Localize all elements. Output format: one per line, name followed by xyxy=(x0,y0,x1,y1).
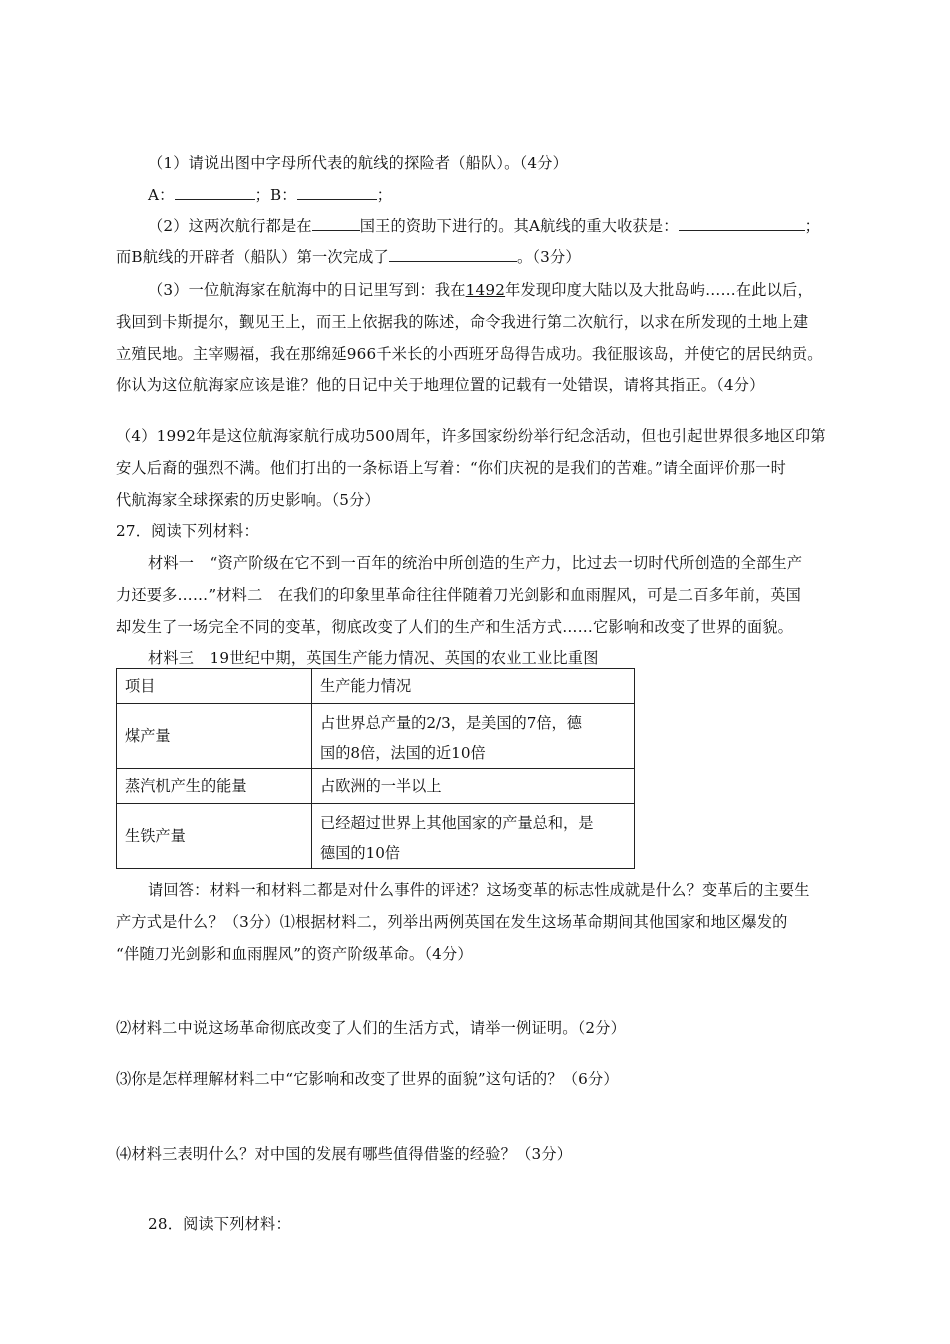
king-blank[interactable] xyxy=(312,216,360,231)
table-header-row xyxy=(117,669,635,704)
q28-heading: 28．阅读下列材料： xyxy=(148,1215,291,1233)
answer-end: ； xyxy=(376,186,393,204)
row-desc: 占欧洲的一半以上 xyxy=(312,769,635,804)
row-item: 煤产量 xyxy=(117,704,312,769)
q27-material1-line1: 材料一 “资产阶级在它不到一百年的统治中所创造的生产力，比过去一切时代所创造的全部生产 xyxy=(148,554,803,572)
q26-part3-line1 xyxy=(148,280,813,300)
p2-text-e: 。（3分） xyxy=(516,248,581,266)
row-item: 生铁产量 xyxy=(117,804,312,869)
q26-part4-line2: 安人后裔的强烈不满。他们打出的一条标语上写着：“你们庆祝的是我们的苦难。”请全面评价那一时 xyxy=(116,459,786,477)
table-row xyxy=(117,704,635,769)
header-capacity: 生产能力情况 xyxy=(312,669,635,704)
q26-part4-line1: （4）1992年是这位航海家航行成功500周年，许多国家纷纷举行纪念活动，但也引起世界很多地区印第 xyxy=(116,427,826,445)
answer-a-blank[interactable] xyxy=(175,185,255,200)
row-desc-line1: 占世界总产量的2/3，是美国的7倍，德 xyxy=(320,714,582,732)
p3-year: 1492 xyxy=(465,281,506,299)
q26-part4-line3: 代航海家全球探索的历史影响。（5分） xyxy=(116,491,380,509)
q27-heading: 27．阅读下列材料： xyxy=(116,522,259,540)
q26-part1: （1）请说出图中字母所代表的航线的探险者（船队）。（4分） xyxy=(148,154,568,172)
harvest-blank[interactable] xyxy=(679,216,805,231)
p3-text-b: 年发现印度大陆以及大批岛屿……在此以后， xyxy=(505,281,813,299)
production-table xyxy=(116,668,635,869)
row-item: 蒸汽机产生的能量 xyxy=(117,769,312,804)
row-desc xyxy=(312,704,635,769)
q27-material1-line2: 力还要多……”材料二 在我们的印象里革命往往伴随着刀光剑影和血雨腥风，可是二百多年前，英国 xyxy=(116,586,802,604)
q27-ask-line3: “伴随刀光剑影和血雨腥风”的资产阶级革命。（4分） xyxy=(116,945,473,963)
q27-question3: ⑶你是怎样理解材料二中“它影响和改变了世界的面貌”这句话的？（6分） xyxy=(116,1070,619,1088)
row-desc-line2: 德国的10倍 xyxy=(320,844,401,862)
answer-b-label: ；B： xyxy=(254,186,297,204)
row-desc xyxy=(312,804,635,869)
q26-part3-line4: 你认为这位航海家应该是谁？他的日记中关于地理位置的记载有一处错误，请将其指正。（4分） xyxy=(116,376,765,394)
p2-text-b: 国王的资助下进行的。其A航线的重大收获是： xyxy=(359,217,679,235)
q26-part2-line2 xyxy=(116,247,581,267)
p2-text-d: 而B航线的开辟者（船队）第一次完成了 xyxy=(116,248,389,266)
row-desc-line2: 国的8倍，法国的近10倍 xyxy=(320,744,486,762)
q27-question4: ⑷材料三表明什么？对中国的发展有哪些值得借鉴的经验？（3分） xyxy=(116,1145,573,1163)
answer-b-blank[interactable] xyxy=(297,185,377,200)
p2-text-c: ； xyxy=(804,217,821,235)
q27-question2: ⑵材料二中说这场革命彻底改变了人们的生活方式，请举一例证明。（2分） xyxy=(116,1019,627,1037)
q26-part3-line2: 我回到卡斯提尔，觐见王上，而王上依据我的陈述，命令我进行第二次航行，以求在所发现的土地上建 xyxy=(116,313,809,331)
p3-text-a: （3）一位航海家在航海中的日记里写到：我在 xyxy=(148,281,466,299)
q26-part1-answer-line xyxy=(148,185,392,205)
row-desc-line1: 已经超过世界上其他国家的产量总和，是 xyxy=(320,814,594,832)
table-row xyxy=(117,769,635,804)
q27-ask-line1: 请回答：材料一和材料二都是对什么事件的评述？这场变革的标志性成就是什么？变革后的主要生 xyxy=(148,881,810,899)
q26-part2-line1 xyxy=(148,216,820,236)
first-complete-blank[interactable] xyxy=(389,247,517,262)
answer-a-label: A： xyxy=(148,186,175,204)
p2-text-a: （2）这两次航行都是在 xyxy=(148,217,312,235)
q27-ask-line2: 产方式是什么？（3分）⑴根据材料二，列举出两例英国在发生这场革命期间其他国家和地区爆发的 xyxy=(116,913,788,931)
q26-part3-line3: 立殖民地。主宰赐福，我在那绵延966千米长的小西班牙岛得告成功。我征服该岛，并使它的居民纳贡。 xyxy=(116,345,823,363)
header-item: 项目 xyxy=(117,669,312,704)
q27-material3-title: 材料三 19世纪中期，英国生产能力情况、英国的农业工业比重图 xyxy=(148,649,599,667)
q27-material1-line3: 却发生了一场完全不同的变革，彻底改变了人们的生产和生活方式……它影响和改变了世界的面貌。 xyxy=(116,618,794,636)
table-row xyxy=(117,804,635,869)
